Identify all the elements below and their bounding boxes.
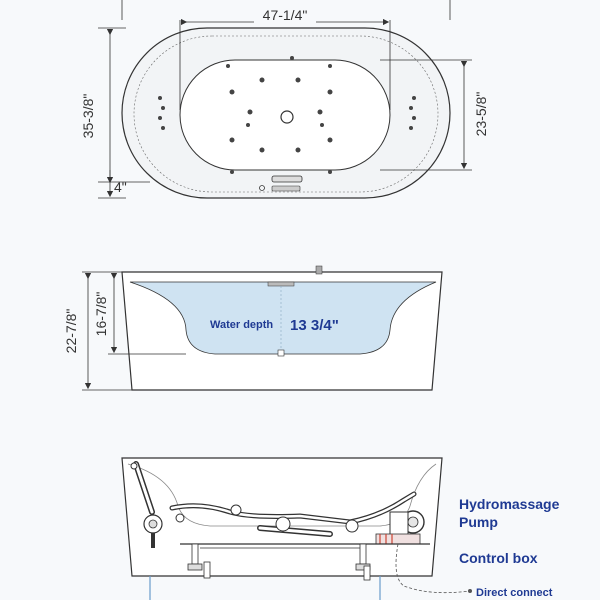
- control-panel-icon: [272, 186, 300, 191]
- side-view: [63, 266, 442, 390]
- inner-height-label: 16-7/8": [93, 291, 109, 337]
- drain-icon: [281, 111, 293, 123]
- drain-side-icon: [278, 350, 284, 356]
- jet-fitting-icon: [276, 517, 290, 531]
- rim-label: 4": [114, 179, 127, 195]
- pump-label-line1: Hydromassage: [459, 496, 560, 512]
- inner-depth-label: 23-5/8": [473, 91, 489, 137]
- water-depth-value: 13 3/4": [290, 317, 339, 334]
- depth-label: 35-3/8": [80, 93, 96, 139]
- control-knob-icon: [316, 266, 322, 274]
- direct-connect-label: Direct connect: [476, 587, 553, 599]
- overflow-side-icon: [268, 282, 294, 286]
- water-depth-title: Water depth: [210, 319, 274, 331]
- top-view: [80, 0, 489, 198]
- pump-label-line2: Pump: [459, 514, 498, 530]
- overall-height-label: 22-7/8": [63, 308, 79, 354]
- overflow-icon: [272, 176, 302, 182]
- section-view: [122, 458, 560, 600]
- control-box-icon: [376, 534, 420, 544]
- control-box-label: Control box: [459, 550, 538, 566]
- width-label: 47-1/4": [262, 7, 308, 23]
